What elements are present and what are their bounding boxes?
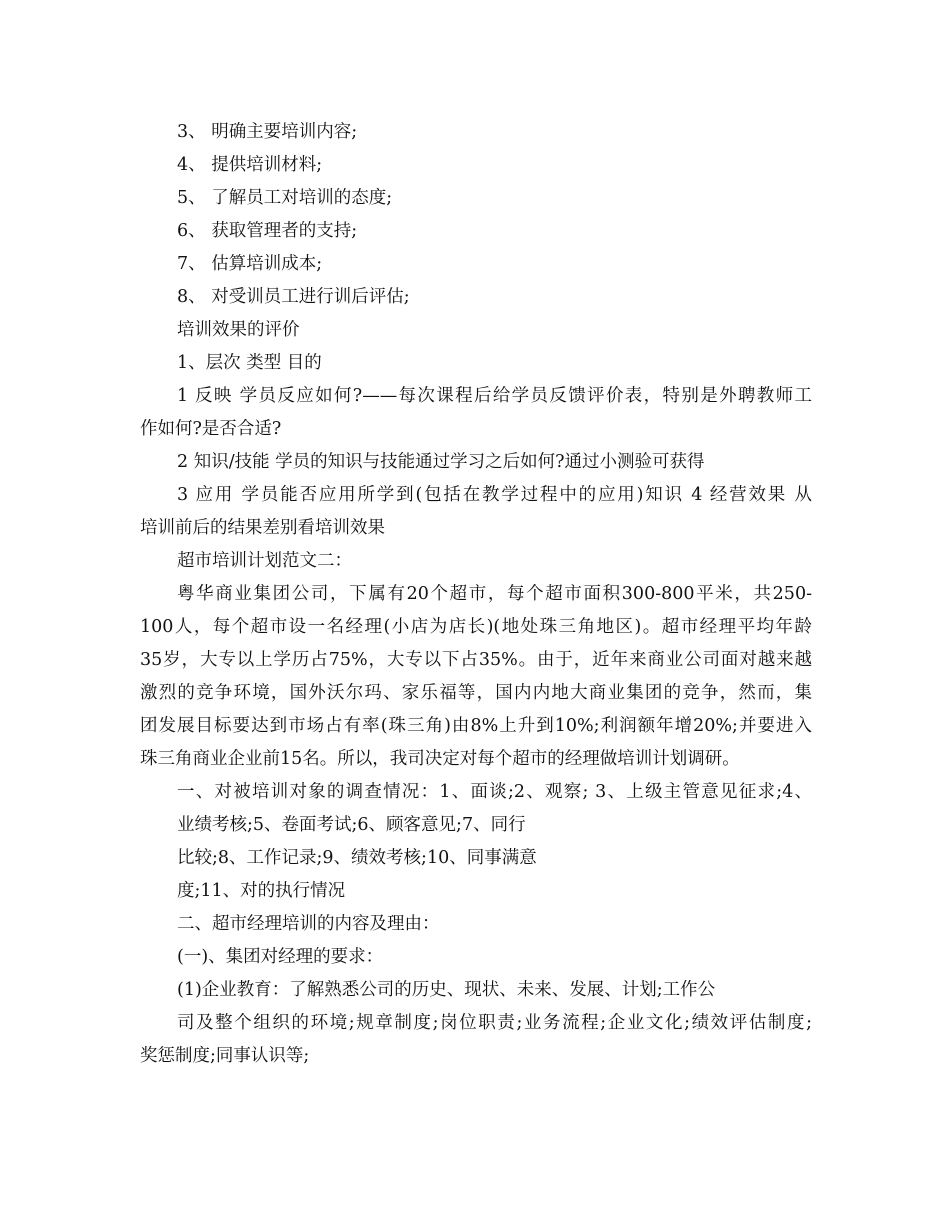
text-line: 1、层次 类型 目的: [177, 353, 322, 373]
text-line: 35岁，大专以上学历占75%，大专以下占35%。由于，近年来商业公司面对越来越: [140, 650, 812, 670]
text-line: 度;11、对的执行情况: [177, 881, 346, 901]
text-line: 4、 提供培训材料;: [177, 155, 323, 175]
text-line: 3 应用 学员能否应用所学到(包括在教学过程中的应用)知识 4 经营效果 从: [177, 485, 812, 505]
text-line: 3、 明确主要培训内容;: [177, 122, 358, 142]
text-line: 激烈的竞争环境，国外沃尔玛、家乐福等，国内内地大商业集团的竞争，然而，集: [140, 683, 812, 703]
text-line: 100人，每个超市设一名经理(小店为店长)(地处珠三角地区)。超市经理平均年龄: [140, 617, 812, 637]
text-line: 业绩考核;5、卷面考试;6、顾客意见;7、同行: [177, 815, 526, 835]
text-line: 司及整个组织的环境;规章制度;岗位职责;业务流程;企业文化;绩效评估制度;: [177, 1013, 812, 1033]
text-line: (1)企业教育：了解熟悉公司的历史、现状、未来、发展、计划;工作公: [177, 980, 716, 1000]
text-line: 1 反映 学员反应如何?——每次课程后给学员反馈评价表，特别是外聘教师工: [177, 386, 812, 406]
section-heading: 二、超市经理培训的内容及理由：: [177, 914, 440, 934]
text-line: 粤华商业集团公司，下属有20个超市，每个超市面积300-800平米，共250-: [177, 584, 812, 604]
section-heading: 培训效果的评价: [177, 320, 300, 340]
text-line: 8、 对受训员工进行训后评估;: [177, 287, 410, 307]
text-line: (一)、集团对经理的要求：: [177, 947, 384, 967]
text-line: 奖惩制度;同事认识等;: [140, 1046, 310, 1066]
text-line: 7、 估算培训成本;: [177, 254, 323, 274]
text-line: 作如何?是否合适?: [140, 419, 282, 439]
text-line: 团发展目标要达到市场占有率(珠三角)由8%上升到10%;利润额年增20%;并要进入: [140, 716, 812, 736]
text-line: 培训前后的结果差别看培训效果: [140, 518, 385, 538]
section-heading: 超市培训计划范文二：: [177, 551, 352, 571]
text-line: 5、 了解员工对培训的态度;: [177, 188, 393, 208]
text-line: 珠三角商业企业前15名。所以，我司决定对每个超市的经理做培训计划调研。: [140, 749, 740, 769]
text-line: 一、对被培训对象的调查情况：1、面谈;2、观察; 3、上级主管意见征求;4、: [177, 782, 812, 802]
text-line: 比较;8、工作记录;9、绩效考核;10、同事满意: [177, 848, 537, 868]
text-line: 2 知识/技能 学员的知识与技能通过学习之后如何?通过小测验可获得: [177, 452, 705, 472]
text-line: 6、 获取管理者的支持;: [177, 221, 358, 241]
